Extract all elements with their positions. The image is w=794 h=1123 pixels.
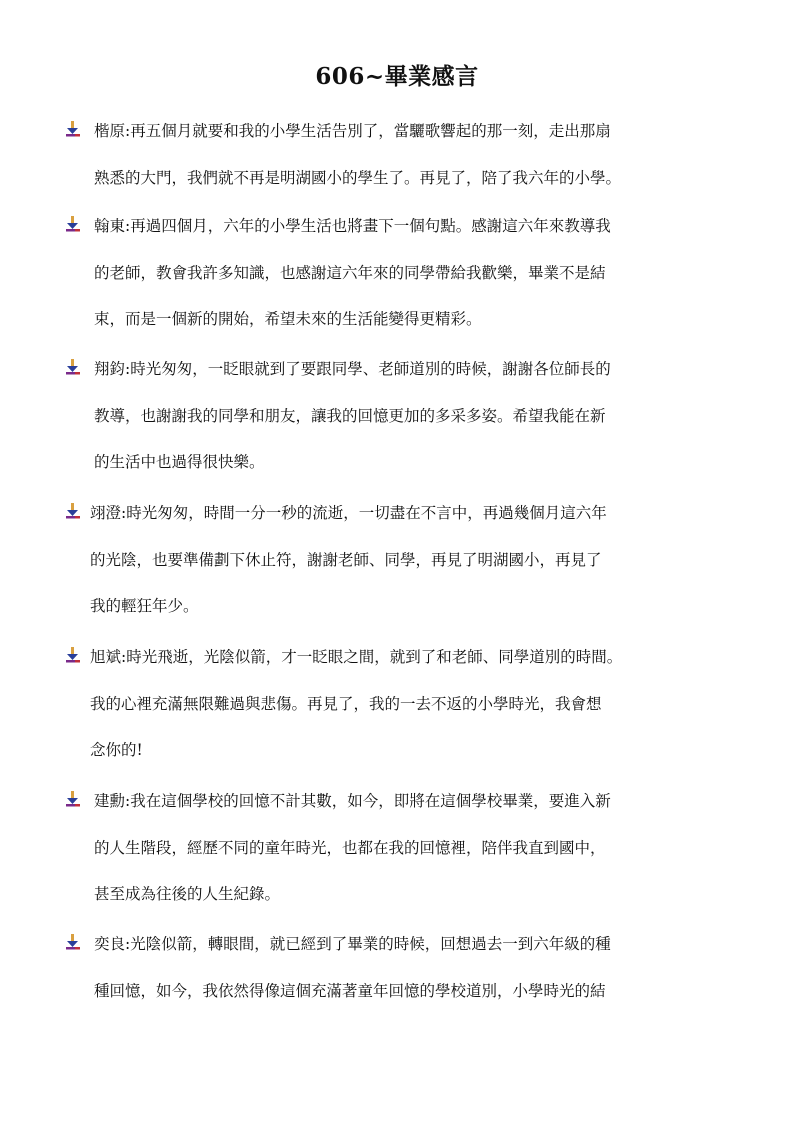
entry-text xyxy=(90,501,720,641)
page-title: 606~畢業感言 xyxy=(315,63,479,90)
arrow-bullet-icon xyxy=(66,121,82,137)
text-line: 教導，也謝謝我的同學和朋友，讓我的回憶更加的多采多姿。希望我能在新 xyxy=(94,406,606,425)
text-line: 念你的! xyxy=(90,741,143,759)
text-line: 翔鈞:時光匆匆，一眨眼就到了要跟同學、老師道別的時候，謝謝各位師長的 xyxy=(94,360,611,378)
text-line: 熟悉的大門，我們就不再是明湖國小的學生了。再見了，陪了我六年的小學。 xyxy=(94,168,622,187)
text-line: 奕良:光陰似箭，轉眼間，就已經到了畢業的時候，回想過去一到六年級的種 xyxy=(94,935,611,953)
arrow-bullet-icon xyxy=(66,647,82,663)
entry-text xyxy=(94,932,724,1025)
entry-text xyxy=(94,214,724,354)
text-line: 我的輕狂年少。 xyxy=(90,597,199,615)
text-line: 甚至成為往後的人生紀錄。 xyxy=(94,885,281,903)
entry-text xyxy=(90,645,720,785)
text-line: 的老師，教會我許多知識，也感謝這六年來的同學帶給我歡樂，畢業不是結 xyxy=(94,263,606,282)
entry-text xyxy=(94,119,724,212)
text-line: 我的心裡充滿無限難過與悲傷。再見了，我的一去不返的小學時光，我會想 xyxy=(90,694,602,713)
arrow-bullet-icon xyxy=(66,503,82,519)
arrow-bullet-icon xyxy=(66,934,82,950)
text-line: 建勳:我在這個學校的回憶不計其數，如今，即將在這個學校畢業，要進入新 xyxy=(94,792,611,810)
entry-text xyxy=(94,789,724,929)
arrow-bullet-icon xyxy=(66,791,82,807)
text-line: 楷原:再五個月就要和我的小學生活告別了，當驪歌響起的那一刻，走出那扇 xyxy=(94,122,611,140)
text-line: 束，而是一個新的開始，希望未來的生活能變得更精彩。 xyxy=(94,310,482,328)
text-line: 翊澄:時光匆匆，時間一分一秒的流逝，一切盡在不言中，再過幾個月這六年 xyxy=(90,504,607,522)
text-line: 旭斌:時光飛逝，光陰似箭，才一眨眼之間，就到了和老師、同學道別的時間。 xyxy=(90,648,623,666)
arrow-bullet-icon xyxy=(66,359,82,375)
entry-text xyxy=(94,357,724,497)
text-line: 的生活中也過得很快樂。 xyxy=(94,453,265,471)
text-line: 翰東:再過四個月，六年的小學生活也將畫下一個句點。感謝這六年來教導我 xyxy=(94,217,611,235)
text-line: 種回憶，如今，我依然得像這個充滿著童年回憶的學校道別，小學時光的結 xyxy=(94,981,606,1000)
arrow-bullet-icon xyxy=(66,216,82,232)
text-line: 的光陰，也要準備劃下休止符，謝謝老師、同學，再見了明湖國小，再見了 xyxy=(90,550,602,569)
text-line: 的人生階段，經歷不同的童年時光，也都在我的回憶裡，陪伴我直到國中， xyxy=(94,838,606,857)
